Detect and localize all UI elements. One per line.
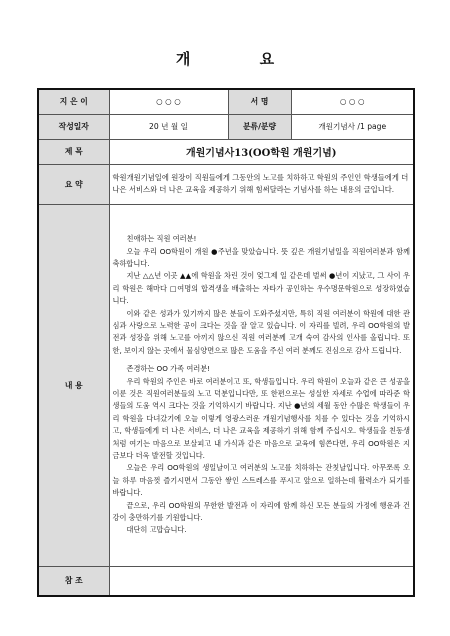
position-label: 서 명 xyxy=(228,89,291,114)
content-paragraph: 존경하는 OO 가족 여러분! xyxy=(126,364,211,374)
date-label: 작성일자 xyxy=(38,114,109,139)
content-paragraph: 끝으로, 우리 OO학원의 무한한 발전과 이 자리에 함께 하신 모든 분들의 가정에 행운과 건강이 충만하기를 기원합니다. xyxy=(112,500,410,523)
subject-label: 제 목 xyxy=(38,139,109,164)
reference-value xyxy=(109,566,414,596)
content-paragraph: 오늘은 우리 OO학원의 생일날이고 여러분의 노고를 치하하는 잔칫날입니다. 아무쪼록 오늘 하루 마음껏 즐기시면서 그동안 쌓인 스트레스를 푸시고 앞으로 일하는데 활력소가 되기를 바랍니다. xyxy=(112,463,410,498)
reference-label: 참 조 xyxy=(38,566,109,596)
content-paragraph: 오늘 우리 OO학원이 개원 ●주년을 맞았습니다. 뜻 깊은 개원기념일을 직원여러분과 함께 축하합니다. xyxy=(112,246,410,268)
summary-label: 요 약 xyxy=(38,164,109,204)
position-value: ○ ○ ○ xyxy=(291,89,414,114)
content-paragraph: 이와 같은 성과가 있기까지 많은 분들이 도와주셨지만, 특히 직원 여러분이 학원에 대한 관심과 사랑으로 노력한 공이 크다는 것을 잘 알고 있습니다. 이 자리를 빌려, 우리 OO학원의 발전과 성장을 위해 노고를 아끼지 않으신 직원 여러분께 고개 숙여 감사의 인사를 올립니다. 또한, 보이지 않는 곳에서 물심양면으로 많은 도움을 주신 여러 분께도 진심으로 감사 드립니다. xyxy=(112,308,410,355)
content-body xyxy=(109,204,414,566)
document-title: 개 요 xyxy=(175,50,307,68)
category-label: 분류/분량 xyxy=(228,114,291,139)
content-paragraph: 우리 학원의 주인은 바로 여러분이고 또, 학생들입니다. 우리 학원이 오늘과 같은 큰 성공을 이룬 것은 직원여러분들의 노고 덕분입니다만, 또 한편으로는 성실한 자세로 수업에 따라준 학생들의 도움 역시 크다는 것을 기억하시기 바랍니다. 지난 ●년의 세월 동안 수많은 학생들이 우리 학원을 다녀갔기에 오늘 이렇게 영광스러운 개원기념행사를 치를 수 있다는 것을 기억하시고, 학생들에게 더 나은 서비스, 더 나은 교육을 제공하기 위해 함께 주십시오. 학생들을 친동생처럼 여기는 마음으로 보살피고 내 가식과 같은 마음으로 교육에 힘쓴다면, 우리 OO학원은 지금보다 더욱 발전할 것입니다. xyxy=(112,376,410,461)
content-paragraph: 대단히 고맙습니다. xyxy=(126,525,187,535)
author-label: 지 은 이 xyxy=(38,89,109,114)
summary-value: 학원개원기념일에 원장이 직원들에게 그동안의 노고를 치하하고 학원의 주인인 학생들에게 더 나은 서비스와 더 나은 교육을 제공하기 위해 힘써달라는 기념사를 하는 내용의 글입니다. xyxy=(109,164,414,204)
category-value: 개원기념사 /1 page xyxy=(291,114,414,139)
author-value: ○ ○ ○ xyxy=(109,89,228,114)
subject-value: 개원기념사13(OO학원 개원기념) xyxy=(109,139,414,164)
date-value: 20 년 월 일 xyxy=(109,114,228,139)
content-paragraph: 지난 △△년 이곳 ▲▲에 학원을 차린 것이 엊그제 일 같은데 벌써 ●년이 지났고, 그 사이 우리 학원은 해마다 □여명의 합격생을 배출하는 자타가 공인하는 우수명문학원으로 성장하였습니다. xyxy=(112,271,410,306)
content-label: 내 용 xyxy=(38,204,109,566)
overview-table xyxy=(37,88,415,597)
content-paragraph: 친애하는 직원 여러분! xyxy=(126,234,197,244)
